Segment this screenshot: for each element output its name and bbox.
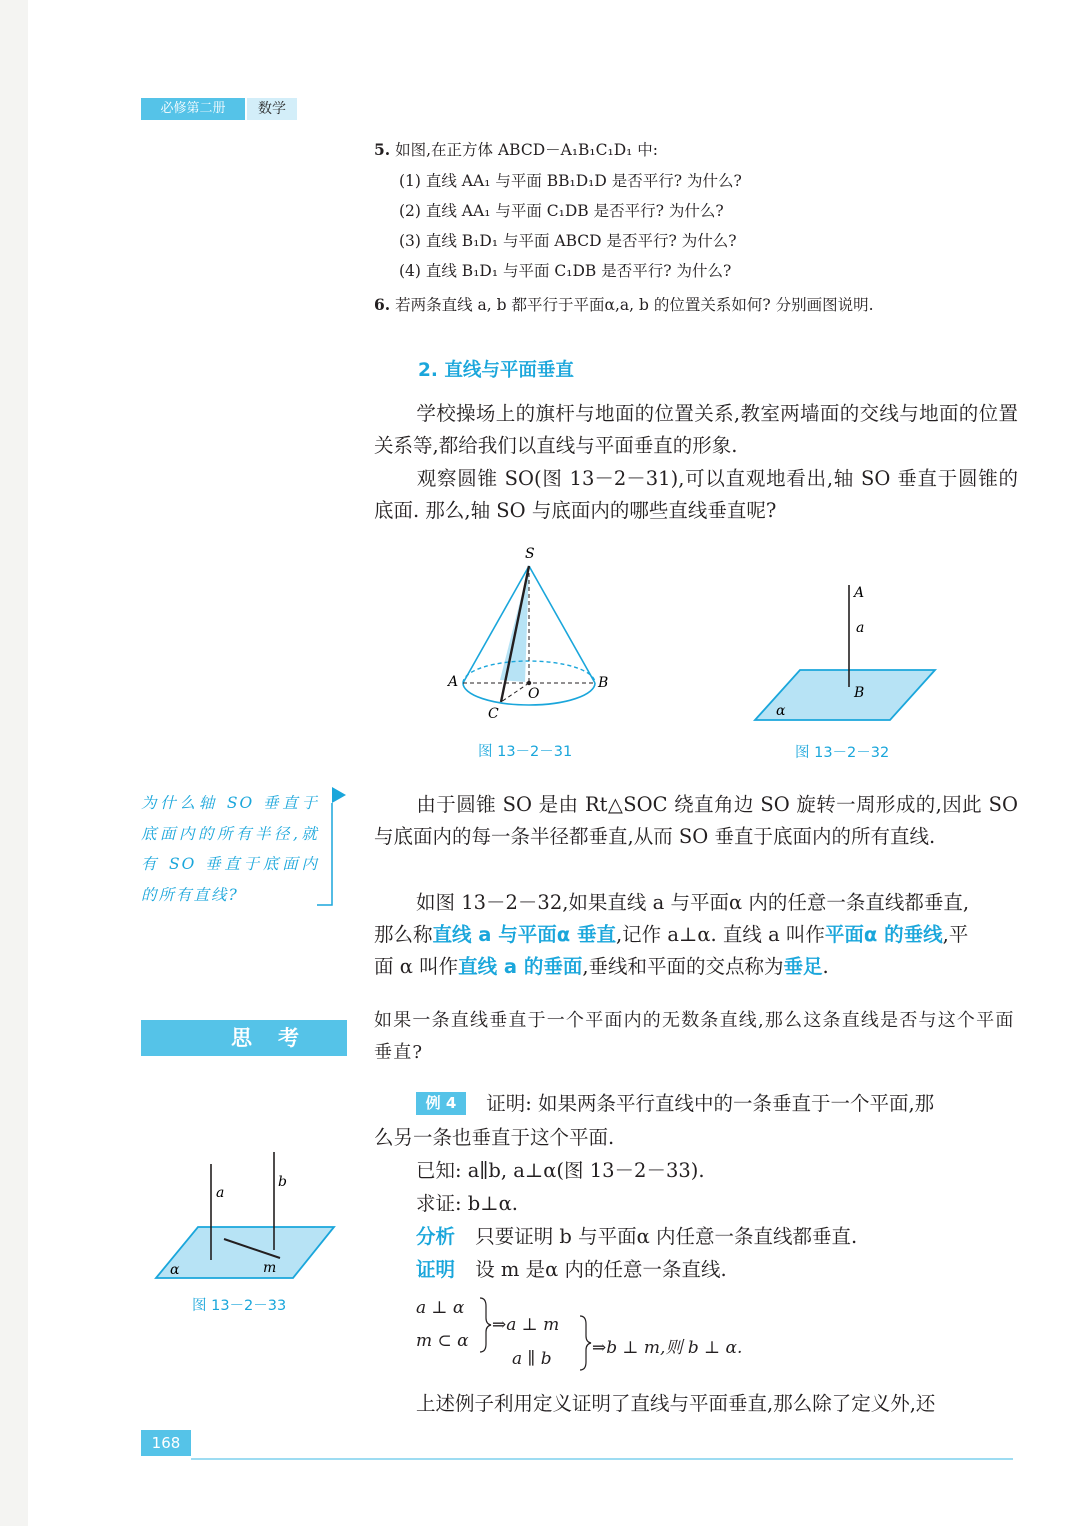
figure-33-caption: 图 13－2－33 [192,1298,287,1314]
cone-question-paragraph [374,463,1018,527]
footer-rule [191,1458,1013,1460]
term-normal-plane: 直线 a 的垂面 [458,955,583,978]
cone-question-text: 观察圆锥 SO(图 13－2－31),可以直观地看出,轴 SO 垂直于圆锥的底面. 那么,轴 SO 与底面内的哪些直线垂直呢? [374,467,1018,522]
rotation-text: 由于圆锥 SO 是由 Rt△SOC 绕直角边 SO 旋转一周形成的,因此 SO 与底面内的每一条半径都垂直,从而 SO 垂直于底面内的所有直线. [374,793,1018,848]
subject-tag: 数学 [247,98,297,120]
derivation-r1: a ⊥ α [416,1298,465,1318]
label-a: A [448,674,459,690]
definition-text: ,记作 a⊥α. 直线 a 叫作 [615,923,825,946]
side-note: 为什么轴 SO 垂直于底面内的所有半径,就有 SO 垂直于底面内的所有直线? [141,794,319,904]
think-question: 如果一条直线垂直于一个平面内的无数条直线,那么这条直线是否与这个平面垂直? [374,1010,1015,1063]
label-m: m [263,1260,277,1276]
label-alpha: α [170,1262,180,1278]
figure-parallel-lines [148,1150,338,1285]
term-normal-line: 平面α 的垂线 [824,923,943,946]
think-banner [141,1020,347,1056]
exercise-5 [374,140,658,160]
given: 已知: a∥b, a⊥α(图 13－2－33). [416,1159,705,1182]
example-statement-line-2: 么另一条也垂直于这个平面. [374,1126,615,1149]
bracket-line [317,803,332,905]
label-b: B [598,675,609,691]
exercise-6-text: 若两条直线 a, b 都平行于平面α,a, b 的位置关系如何? 分别画图说明. [395,296,874,314]
exercise-6-number: 6. [374,295,391,314]
analysis [416,1221,857,1253]
proof [416,1254,727,1286]
exercise-5-text: 如图,在正方体 ABCD－A₁B₁C₁D₁ 中: [395,141,659,159]
book-tag: 必修第二册 [141,98,245,120]
page-number: 168 [141,1430,191,1456]
label-alpha: α [776,703,786,719]
figure-cone [440,540,630,730]
analysis-text: 只要证明 b 与平面α 内任意一条直线都垂直. [475,1225,858,1248]
proof-label: 证明 [416,1258,456,1281]
label-b: b [278,1174,287,1190]
label-c: C [488,706,499,722]
pointer-arrow-icon [332,787,346,803]
section-heading: 2. 直线与平面垂直 [418,360,574,381]
rotation-paragraph [374,789,1018,853]
definition-paragraph [374,887,1018,983]
definition-line-1: 如图 13－2－32,如果直线 a 与平面α 内的任意一条直线都垂直, [416,891,970,914]
definition-text: 面 α 叫作 [374,955,459,978]
analysis-label: 分析 [416,1225,456,1248]
figure-31-caption: 图 13－2－31 [478,744,573,760]
definition-text: . [822,955,829,978]
side-note-bracket [312,785,348,910]
label-b-foot: B [854,685,865,701]
proof-text: 设 m 是α 内的任意一条直线. [475,1258,727,1281]
exercise-6 [374,295,874,315]
figure-32-caption: 图 13－2－32 [795,745,890,761]
definition-text: ,垂线和平面的交点称为 [582,955,784,978]
center-point [527,681,531,685]
exercise-5-number: 5. [374,140,391,159]
exercise-5-item: (1) 直线 AA₁ 与平面 BB₁D₁D 是否平行? 为什么? [399,172,742,190]
cone-right-edge [529,566,595,683]
label-a: a [216,1185,225,1201]
intro-paragraph [374,398,1018,462]
label-a-upper: A [854,585,865,601]
derivation-result: ⇒b ⊥ m,则 b ⊥ α. [592,1338,743,1358]
figure-line-plane [750,575,940,725]
brace-2 [578,1314,592,1374]
exercise-5-item: (3) 直线 B₁D₁ 与平面 ABCD 是否平行? 为什么? [399,232,737,250]
definition-text: 那么称 [374,923,433,946]
label-o: O [528,686,540,702]
page-gutter [0,0,28,1526]
term-perpendicular: 直线 a 与平面α 垂直 [432,923,616,946]
label-s: S [525,546,535,562]
think-label: 思考 [231,1026,325,1050]
example-badge: 例 4 [416,1092,466,1115]
example-statement-line-1: 证明: 如果两条平行直线中的一条垂直于一个平面,那 [486,1092,935,1115]
label-line-a: a [856,620,865,636]
example-statement [416,1088,934,1120]
exercise-5-item: (4) 直线 B₁D₁ 与平面 C₁DB 是否平行? 为什么? [399,262,732,280]
plane-alpha [156,1227,334,1278]
derivation-mid1: ⇒a ⊥ m [492,1315,560,1335]
intro-text: 学校操场上的旗杆与地面的位置关系,教室两墙面的交线与地面的位置关系等,都给我们以直线与平面垂直的形象. [374,402,1018,457]
brace-1 [478,1296,492,1356]
to-prove: 求证: b⊥α. [416,1192,518,1215]
definition-text: ,平 [942,923,969,946]
closing-text: 上述例子利用定义证明了直线与平面垂直,那么除了定义外,还 [416,1392,936,1415]
exercise-5-item: (2) 直线 AA₁ 与平面 C₁DB 是否平行? 为什么? [399,202,724,220]
term-foot: 垂足 [783,955,823,978]
derivation-r2: m ⊂ α [416,1331,469,1351]
derivation-mid2: a ∥ b [512,1349,552,1369]
